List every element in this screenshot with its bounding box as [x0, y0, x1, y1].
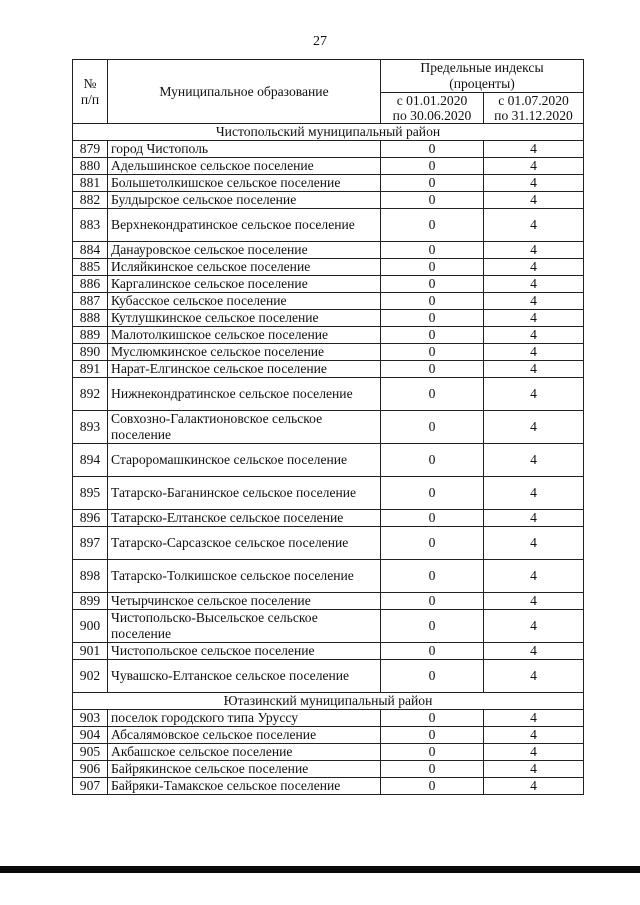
row-number: 881: [73, 175, 108, 192]
index-period-2: 4: [484, 710, 584, 727]
column-header-municipality: Муниципальное образование: [108, 60, 381, 124]
index-period-1: 0: [381, 593, 484, 610]
table-row: [73, 660, 584, 693]
row-number: 894: [73, 444, 108, 477]
municipality-name: Акбашское сельское поселение: [108, 744, 381, 761]
index-period-2: 4: [484, 192, 584, 209]
municipality-name: Чистопольское сельское поселение: [108, 643, 381, 660]
row-number: 892: [73, 378, 108, 411]
row-number: 884: [73, 242, 108, 259]
row-number: 907: [73, 778, 108, 795]
municipality-name: поселок городского типа Уруссу: [108, 710, 381, 727]
row-number: 903: [73, 710, 108, 727]
row-number: 898: [73, 560, 108, 593]
index-period-2: 4: [484, 643, 584, 660]
index-period-2: 4: [484, 744, 584, 761]
district-name: Чистопольский муниципальный район: [73, 124, 584, 141]
page-bottom-bar: [0, 866, 640, 873]
index-period-1: 0: [381, 175, 484, 192]
municipality-name: Татарско-Баганинское сельское поселение: [108, 477, 381, 510]
index-period-2: 4: [484, 411, 584, 444]
index-period-1: 0: [381, 477, 484, 510]
municipality-name: Татарско-Толкишское сельское поселение: [108, 560, 381, 593]
row-number: 889: [73, 327, 108, 344]
index-period-1: 0: [381, 192, 484, 209]
column-header-number-line1: №: [83, 75, 97, 91]
index-period-2: 4: [484, 310, 584, 327]
column-header-indices: [381, 60, 584, 93]
table-row: [73, 242, 584, 259]
table-row: [73, 727, 584, 744]
index-period-1: 0: [381, 510, 484, 527]
municipality-name: Адельшинское сельское поселение: [108, 158, 381, 175]
municipality-name: Четырчинское сельское поселение: [108, 593, 381, 610]
row-number: 887: [73, 293, 108, 310]
municipality-name: Чистопольско-Высельское сельское поселение: [108, 610, 381, 643]
table-row: [73, 593, 584, 610]
index-period-2: 4: [484, 610, 584, 643]
period-2-end: по 31.12.2020: [494, 108, 573, 123]
row-number: 899: [73, 593, 108, 610]
row-number: 905: [73, 744, 108, 761]
index-period-1: 0: [381, 209, 484, 242]
row-number: 890: [73, 344, 108, 361]
row-number: 897: [73, 527, 108, 560]
index-period-2: 4: [484, 242, 584, 259]
row-number: 891: [73, 361, 108, 378]
table-header: [73, 60, 584, 124]
municipality-name: Татарско-Сарсазское сельское поселение: [108, 527, 381, 560]
column-header-indices-line1: Предельные индексы: [420, 60, 544, 75]
row-number: 896: [73, 510, 108, 527]
municipality-name: Староромашкинское сельское поселение: [108, 444, 381, 477]
municipality-name: Данауровское сельское поселение: [108, 242, 381, 259]
table-row: [73, 259, 584, 276]
indices-table: [72, 59, 584, 795]
row-number: 902: [73, 660, 108, 693]
index-period-1: 0: [381, 444, 484, 477]
index-period-1: 0: [381, 710, 484, 727]
municipality-name: город Чистополь: [108, 141, 381, 158]
index-period-2: 4: [484, 477, 584, 510]
table-row: [73, 477, 584, 510]
index-period-2: 4: [484, 527, 584, 560]
index-period-2: 4: [484, 175, 584, 192]
table-body: [73, 124, 584, 795]
index-period-2: 4: [484, 361, 584, 378]
index-period-2: 4: [484, 660, 584, 693]
municipality-name: Муслюмкинское сельское поселение: [108, 344, 381, 361]
table-row: [73, 444, 584, 477]
row-number: 879: [73, 141, 108, 158]
table-row: [73, 209, 584, 242]
index-period-1: 0: [381, 560, 484, 593]
table-row: [73, 344, 584, 361]
municipality-name: Кутлушкинское сельское поселение: [108, 310, 381, 327]
index-period-2: 4: [484, 158, 584, 175]
index-period-1: 0: [381, 727, 484, 744]
index-period-2: 4: [484, 727, 584, 744]
index-period-1: 0: [381, 344, 484, 361]
table-row: [73, 141, 584, 158]
table-row: [73, 192, 584, 209]
municipality-name: Большетолкишское сельское поселение: [108, 175, 381, 192]
municipality-name: Малотолкишское сельское поселение: [108, 327, 381, 344]
index-period-1: 0: [381, 660, 484, 693]
index-period-2: 4: [484, 327, 584, 344]
table-row: [73, 378, 584, 411]
index-period-2: 4: [484, 593, 584, 610]
index-period-1: 0: [381, 158, 484, 175]
district-name: Ютазинский муниципальный район: [73, 693, 584, 710]
municipality-name: Чувашско-Елтанское сельское поселение: [108, 660, 381, 693]
index-period-1: 0: [381, 327, 484, 344]
column-header-period-1: [381, 93, 484, 124]
municipality-name: Каргалинское сельское поселение: [108, 276, 381, 293]
row-number: 880: [73, 158, 108, 175]
index-period-1: 0: [381, 293, 484, 310]
municipality-name: Татарско-Елтанское сельское поселение: [108, 510, 381, 527]
district-row: [73, 124, 584, 141]
row-number: 906: [73, 761, 108, 778]
table-row: [73, 293, 584, 310]
index-period-2: 4: [484, 778, 584, 795]
index-period-1: 0: [381, 778, 484, 795]
index-period-2: 4: [484, 276, 584, 293]
period-2-start: с 01.07.2020: [498, 93, 569, 108]
table-row: [73, 778, 584, 795]
row-number: 882: [73, 192, 108, 209]
table-row: [73, 310, 584, 327]
index-period-1: 0: [381, 276, 484, 293]
index-period-2: 4: [484, 293, 584, 310]
column-header-number: [73, 60, 108, 124]
index-period-2: 4: [484, 761, 584, 778]
municipality-name: Исляйкинское сельское поселение: [108, 259, 381, 276]
row-number: 883: [73, 209, 108, 242]
table-row: [73, 361, 584, 378]
index-period-1: 0: [381, 259, 484, 276]
index-period-1: 0: [381, 310, 484, 327]
table-row: [73, 510, 584, 527]
municipality-name: Совхозно-Галактионовское сельское поселение: [108, 411, 381, 444]
index-period-2: 4: [484, 209, 584, 242]
municipality-name: Абсалямовское сельское поселение: [108, 727, 381, 744]
index-period-1: 0: [381, 610, 484, 643]
index-period-2: 4: [484, 141, 584, 158]
municipality-name: Байрякинское сельское поселение: [108, 761, 381, 778]
municipality-name: Кубасское сельское поселение: [108, 293, 381, 310]
index-period-2: 4: [484, 444, 584, 477]
page-number: 27: [313, 34, 327, 49]
table-row: [73, 276, 584, 293]
row-number: 893: [73, 411, 108, 444]
index-period-1: 0: [381, 361, 484, 378]
index-period-1: 0: [381, 411, 484, 444]
row-number: 901: [73, 643, 108, 660]
table-row: [73, 761, 584, 778]
municipality-name: Байряки-Тамакское сельское поселение: [108, 778, 381, 795]
index-period-1: 0: [381, 141, 484, 158]
municipality-name: Булдырское сельское поселение: [108, 192, 381, 209]
period-1-end: по 30.06.2020: [392, 108, 472, 123]
index-period-1: 0: [381, 643, 484, 660]
index-period-1: 0: [381, 761, 484, 778]
row-number: 904: [73, 727, 108, 744]
municipality-name: Верхнекондратинское сельское поселение: [108, 209, 381, 242]
table-row: [73, 327, 584, 344]
index-period-2: 4: [484, 560, 584, 593]
index-period-2: 4: [484, 344, 584, 361]
row-number: 900: [73, 610, 108, 643]
index-period-2: 4: [484, 259, 584, 276]
table-row: [73, 560, 584, 593]
index-period-2: 4: [484, 510, 584, 527]
row-number: 888: [73, 310, 108, 327]
table-row: [73, 158, 584, 175]
row-number: 885: [73, 259, 108, 276]
table-row: [73, 610, 584, 643]
index-period-1: 0: [381, 527, 484, 560]
index-period-1: 0: [381, 242, 484, 259]
table-row: [73, 744, 584, 761]
period-1-start: с 01.01.2020: [396, 93, 468, 108]
municipality-name: Нижнекондратинское сельское поселение: [108, 378, 381, 411]
row-number: 895: [73, 477, 108, 510]
row-number: 886: [73, 276, 108, 293]
column-header-indices-line2: (проценты): [449, 76, 515, 91]
index-period-2: 4: [484, 378, 584, 411]
table-row: [73, 643, 584, 660]
table-row: [73, 175, 584, 192]
table-row: [73, 411, 584, 444]
column-header-period-2: [484, 93, 584, 124]
table-row: [73, 527, 584, 560]
column-header-number-line2: п/п: [80, 91, 100, 107]
index-period-1: 0: [381, 744, 484, 761]
table-row: [73, 710, 584, 727]
index-period-1: 0: [381, 378, 484, 411]
municipality-name: Нарат-Елгинское сельское поселение: [108, 361, 381, 378]
district-row: [73, 693, 584, 710]
